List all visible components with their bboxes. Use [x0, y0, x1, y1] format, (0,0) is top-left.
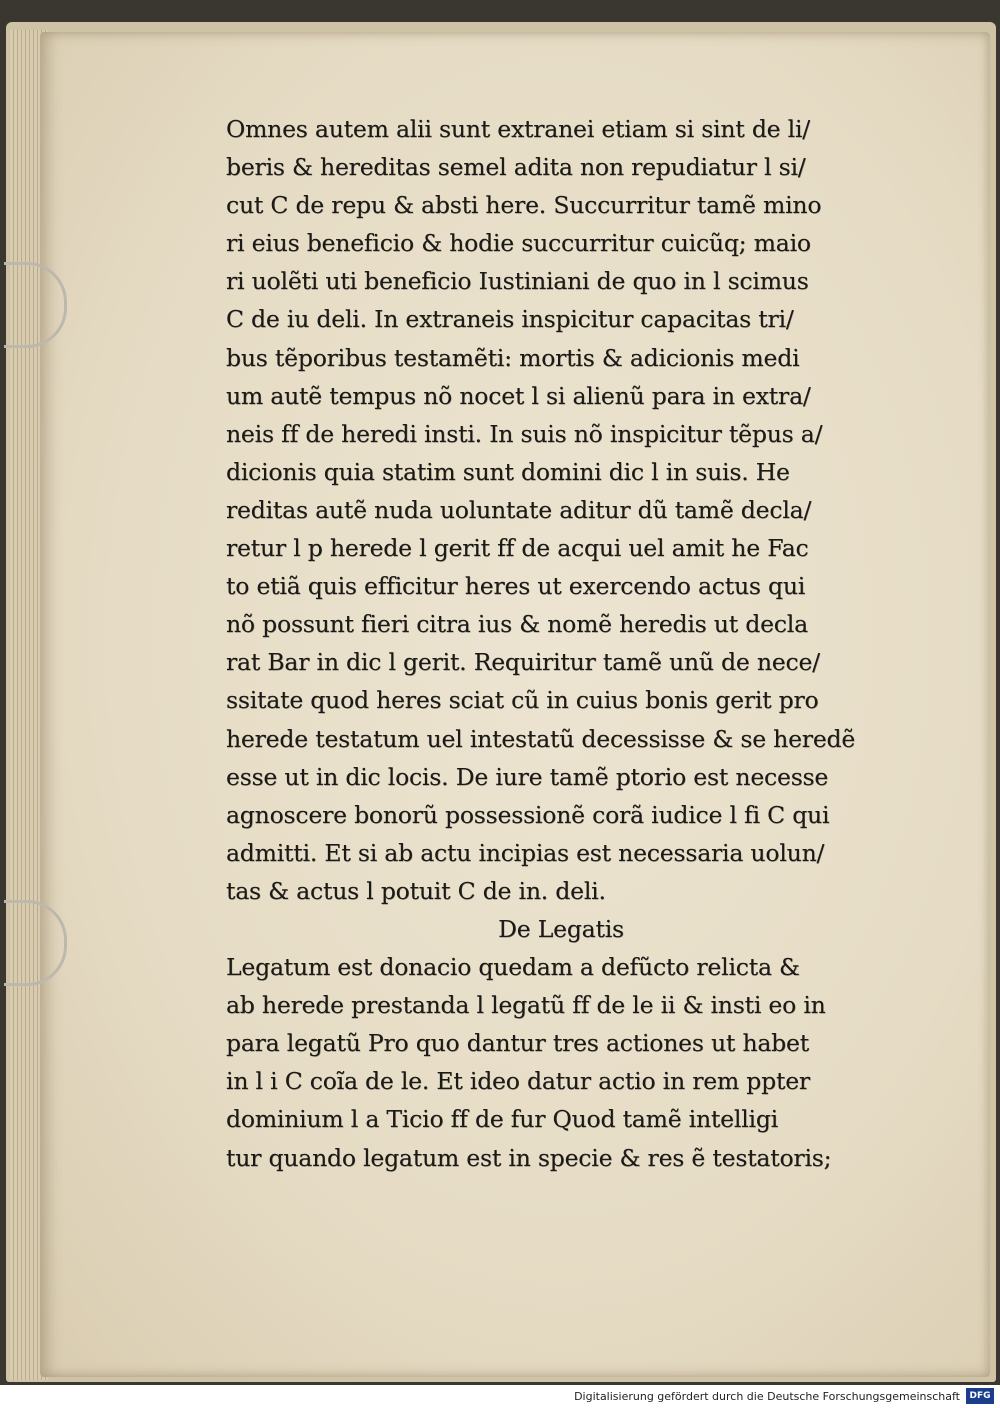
text-line: ssitate quod heres sciat cũ in cuius bonis gerit pro	[226, 686, 819, 715]
text-line: Omnes autem alii sunt extranei etiam si sint de li/	[226, 115, 810, 143]
text-line: C de iu deli. In extraneis inspicitur capacitas tri/	[226, 305, 794, 334]
dfg-logo-icon: DFG	[966, 1388, 994, 1404]
text-line: ri uolẽti uti beneficio Iustiniani de quo in l scimus	[226, 267, 809, 296]
text-line: Legatum est donacio quedam a defũcto relicta &	[226, 953, 800, 982]
text-line: nõ possunt fieri citra ius & nomẽ heredis ut decla	[226, 610, 808, 639]
funding-credit: Digitalisierung gefördert durch die Deutsche Forschungsgemeinschaft	[574, 1390, 960, 1403]
text-line: bus tẽporibus testamẽti: mortis & adicionis medi	[226, 343, 800, 372]
page-text	[226, 110, 876, 1177]
text-line: beris & hereditas semel adita non repudiatur l si/	[226, 153, 806, 182]
text-line: agnoscere bonorũ possessionẽ corã iudice l fi C qui	[226, 800, 830, 829]
text-line: rat Bar in dic l gerit. Requiritur tamẽ unũ de nece/	[226, 648, 820, 677]
text-line: in l i C coĩa de le. Et ideo datur actio in rem ppter	[226, 1067, 810, 1096]
text-line: dicionis quia statim sunt domini dic l in suis. He	[226, 457, 790, 486]
text-line: reditas autẽ nuda uoluntate aditur dũ tamẽ decla/	[226, 495, 812, 524]
text-line: um autẽ tempus nõ nocet l si alienũ para in extra/	[226, 381, 811, 410]
text-line: to etiã quis efficitur heres ut exercendo actus qui	[226, 572, 806, 601]
section-heading: De Legatis	[498, 914, 624, 943]
text-line: cut C de repu & absti here. Succurritur tamẽ mino	[226, 191, 822, 220]
text-line: admitti. Et si ab actu incipias est necessaria uolun/	[226, 838, 825, 867]
text-line: ri eius beneficio & hodie succurritur cuicũq; maio	[226, 229, 811, 258]
text-line: neis ff de heredi insti. In suis nõ inspicitur tẽpus a/	[226, 419, 823, 448]
text-line: herede testatum uel intestatũ decessisse & se heredẽ	[226, 724, 856, 753]
text-line: tas & actus l potuit C de in. deli.	[226, 876, 606, 905]
text-line: retur l p herede l gerit ff de acqui uel amit he Fac	[226, 534, 809, 563]
text-line: esse ut in dic locis. De iure tamẽ ptorio est necesse	[226, 762, 829, 791]
text-line: tur quando legatum est in specie & res ẽ testatoris;	[226, 1143, 832, 1172]
text-line: dominium l a Ticio ff de fur Quod tamẽ intelligi	[226, 1105, 778, 1134]
text-line: ab herede prestanda l legatũ ff de le ii & insti eo in	[226, 991, 826, 1020]
footer-bar	[0, 1385, 1000, 1408]
text-line: para legatũ Pro quo dantur tres actiones ut habet	[226, 1029, 809, 1058]
